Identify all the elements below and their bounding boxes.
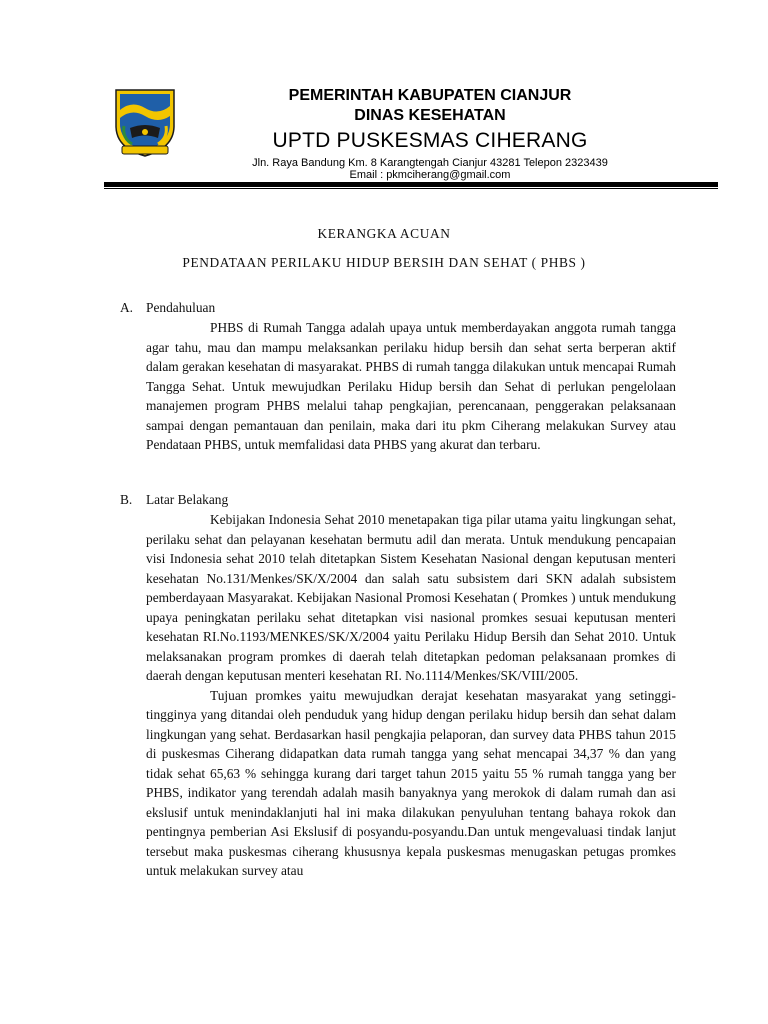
- department-name: DINAS KESEHATAN: [354, 107, 506, 124]
- government-name: PEMERINTAH KABUPATEN CIANJUR: [288, 87, 572, 104]
- document-subtitle: PENDATAAN PERILAKU HIDUP BERSIH DAN SEHAT ( PHBS ): [182, 255, 586, 270]
- section-b-paragraph-1: Kebijakan Indonesia Sehat 2010 menetapakan tiga pilar utama yaitu lingkungan sehat, perilaku sehat dan pelayanan kesehatan bermutu adil dan merata. Untuk mendukung pencapaian visi Indonesia sehat 2010 telah ditetapkan Sistem Kesehatan Nasional dengan keputusan menteri kesehatan No.131/Menkes/SK/X/2004 dan salah satu subsistem dari SKN adalah subsistem pemberdayaan Masyarakat. Kebijakan Nasional Promosi Kesehatan ( Promkes ) untuk mendukung upaya peningkatan perilaku sehat ditetapkan visi nasional promkes sesuai keputusan menteri kesehatan RI.No.1193/MENKES/SK/X/2004 yaitu Perilaku Hidup Bersih dan Sehat 2010. Untuk melaksanakan program promkes di daerah telah ditetapkan pedoman pelaksanaan promkes di daerah dengan keputusan menteri kesehatan RI. No.1114/Menkes/SK/VIII/2005.: [146, 512, 676, 683]
- section-a-paragraph: PHBS di Rumah Tangga adalah upaya untuk memberdayakan anggota rumah tangga agar tahu, mau dan mampu melaksankan perilaku hidup bersih dan sehat serta berperan aktif dalam gerakan kesehatan di masyarakat. PHBS di rumah tangga dilakukan untuk mencapai Rumah Tangga Sehat. Untuk mewujudkan Perilaku Hidup bersih dan Sehat di perlukan pengelolaan manajemen program PHBS melalui tahap pengkajian, perencanaan, penggerakan pelaksanaan sampai dengan pemantauan dan penilain, maka dari itu pkm Ciherang melakukan Survey atau Pendataan PHBS, untuk memfalidasi data PHBS yang akurat dan terbaru.: [146, 320, 676, 452]
- section-b: [120, 490, 680, 881]
- section-b-title: Latar Belakang: [146, 492, 229, 507]
- section-b-heading: [120, 490, 680, 510]
- section-a-heading: [120, 298, 680, 318]
- section-a-title: Pendahuluan: [146, 300, 216, 315]
- address-line: Jln. Raya Bandung Km. 8 Karangtengah Cianjur 43281 Telepon 2323439: [252, 157, 608, 169]
- section-b-paragraph-2: Tujuan promkes yaitu mewujudkan derajat kesehatan masyarakat yang setinggi-tingginya yang ditandai oleh penduduk yang hidup dengan perilaku hidup bersih dan sehat dalam lingkungan yang sehat. Berdasarkan hasil pengkajia pelaporan, dan survey data PHBS tahun 2015 di puskesmas Ciherang didapatkan data rumah tangga yang sehat mencapai 34,37 % dan yang tidak sehat 65,63 % sehingga kurang dari target tahun 2015 yaitu 55 % rumah tangga yang ber PHBS, indikator yang terendah adalah masih banyaknya yang merokok di dalam rumah dan asi ekslusif untuk menindaklanjuti hal ini maka dilakukan penyuluhan tentang bahaya rokok dan pentingnya pemberian Asi Ekslusif di posyandu-posyandu.Dan untuk mengevaluasi tindak lanjut tersebut maka puskesmas ciherang khususnya kepala puskesmas menugaskan petugas promkes untuk melakukan survey atau: [146, 687, 676, 878]
- section-b-letter: B.: [120, 492, 133, 507]
- email-line: Email : pkmciherang@gmail.com: [349, 169, 511, 181]
- letterhead: [0, 0, 768, 190]
- document-title: KERANGKA ACUAN: [317, 226, 451, 241]
- section-a-letter: A.: [120, 300, 134, 315]
- cianjur-regency-emblem-icon: [112, 86, 178, 158]
- letterhead-text: [180, 86, 680, 181]
- institution-name: UPTD PUSKESMAS CIHERANG: [272, 129, 588, 152]
- letterhead-rule-thick: [104, 182, 718, 187]
- letterhead-rule-thin: [104, 188, 718, 189]
- section-a: [120, 298, 680, 455]
